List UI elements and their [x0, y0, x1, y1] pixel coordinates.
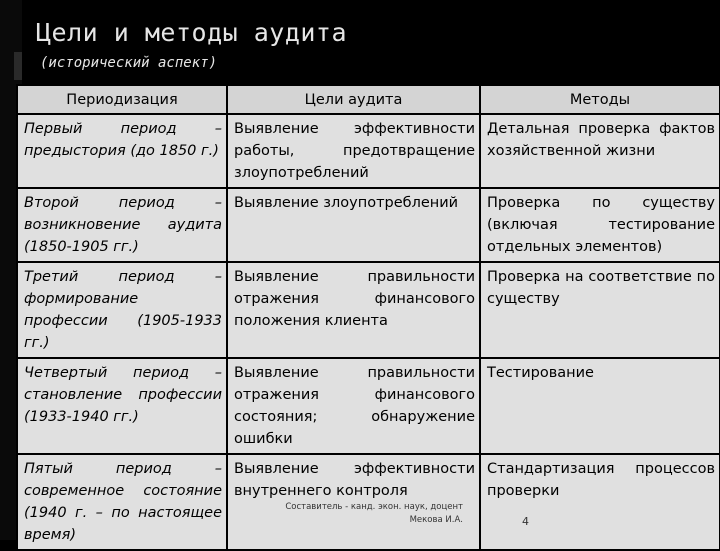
method-cell: Тестирование [480, 358, 720, 454]
table-row [17, 262, 720, 358]
header-periodization: Периодизация [17, 85, 227, 114]
period-cell: Четвертый период – становление профессии (1933-1940 гг.) [17, 358, 227, 454]
period-cell: Первый период – предыстория (до 1850 г.) [17, 114, 227, 188]
header-methods: Методы [480, 85, 720, 114]
goal-cell: Выявление эффективности работы, предотвращение злоупотреблений [227, 114, 480, 188]
method-cell: Стандартизация процессов проверки [480, 454, 720, 550]
author-footnote [283, 501, 463, 527]
author-footnote-line2: Мекова И.А. [409, 515, 463, 525]
method-cell: Проверка на соответствие по существу [480, 262, 720, 358]
period-cell: Пятый период – современное состояние (1940 г. – по настоящее время) [17, 454, 227, 550]
table-header-row [17, 85, 720, 114]
slide-title: Цели и методы аудита [36, 18, 348, 47]
table-row [17, 188, 720, 262]
goal-cell: Выявление злоупотреблений [227, 188, 480, 262]
goal-cell: Выявление правильности отражения финансового положения клиента [227, 262, 480, 358]
period-cell: Второй период – возникновение аудита (1850-1905 гг.) [17, 188, 227, 262]
header-audit-goals: Цели аудита [227, 85, 480, 114]
method-cell: Детальная проверка фактов хозяйственной жизни [480, 114, 720, 188]
page-number: 4 [522, 515, 529, 528]
author-footnote-line1: Составитель - канд. экон. наук, доцент [285, 502, 463, 512]
audit-history-table [16, 84, 720, 551]
period-cell: Третий период – формирование профессии (1905-1933 гг.) [17, 262, 227, 358]
table-row [17, 114, 720, 188]
table-row [17, 358, 720, 454]
left-accent-block [14, 52, 22, 80]
method-cell: Проверка по существу (включая тестирование отдельных элементов) [480, 188, 720, 262]
goal-cell: Выявление правильности отражения финансового состояния; обнаружение ошибки [227, 358, 480, 454]
slide-subtitle: (исторический аспект) [40, 55, 218, 71]
goal-cell: Выявление эффективности внутреннего контроля [227, 454, 480, 550]
